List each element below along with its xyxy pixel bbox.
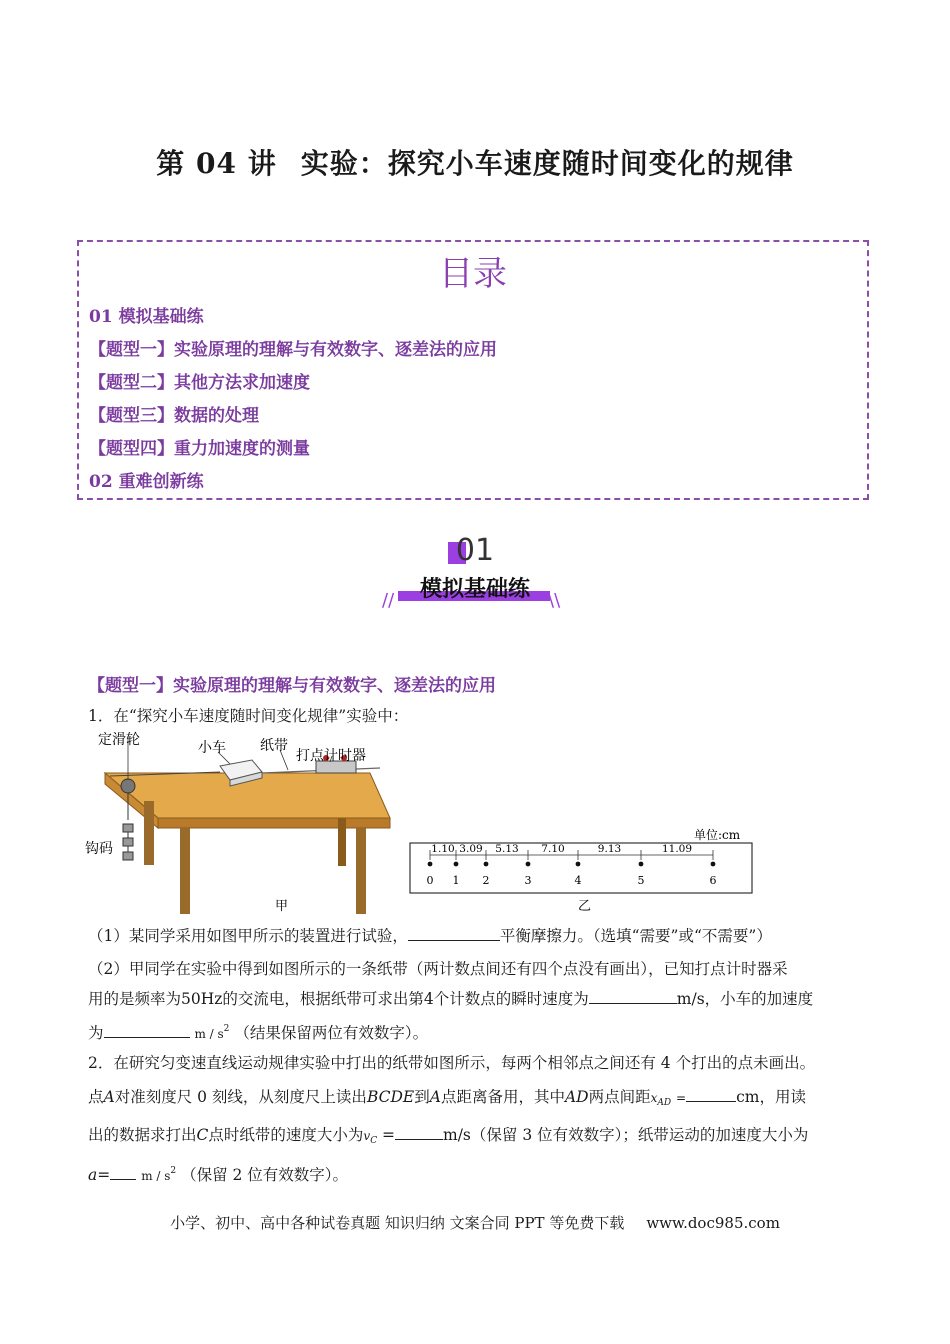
- answer-blank[interactable]: [104, 1037, 190, 1038]
- question-1-part-2: （2）甲同学在实验中得到如图所示的一条纸带（两计数点间还有四个点没有画出），已知打点计时器采: [88, 960, 788, 978]
- tape-dot: [576, 862, 581, 867]
- answer-blank[interactable]: [395, 1139, 443, 1140]
- right-slash-decoration: \\: [548, 590, 561, 610]
- tape-dot: [454, 862, 459, 867]
- question-2-line-2: 点A对准刻度尺 0 刻线，从刻度尺上读出BCDE到A点距离备用，其中AD两点间距$x_{AD}$ = cm，用读: [88, 1088, 806, 1108]
- badge-number: 01: [455, 533, 495, 568]
- answer-blank[interactable]: [589, 1003, 677, 1004]
- tape-segment-label: 7.10: [541, 843, 565, 855]
- toc-item[interactable]: 01 模拟基础练: [89, 307, 204, 327]
- tape-point-label: 3: [524, 874, 532, 887]
- experiment-figure: [80, 728, 760, 918]
- question-1-stem: 1．在“探究小车速度随时间变化规律”实验中：: [88, 707, 409, 725]
- toc-item[interactable]: 【题型四】重力加速度的测量: [89, 439, 310, 459]
- tape-point-label: 5: [637, 874, 645, 887]
- paper-tape-diagram: [410, 843, 752, 893]
- tape-unit: 单位:cm: [694, 828, 741, 842]
- answer-blank[interactable]: [408, 940, 500, 941]
- lecture-topic: 实验：探究小车速度随时间变化的规律: [300, 147, 794, 180]
- tape-dot: [711, 862, 716, 867]
- tape-segment-label: 5.13: [495, 843, 519, 855]
- answer-blank[interactable]: [686, 1101, 736, 1102]
- toc-heading: 目录: [439, 254, 507, 294]
- question-1-part-2-end: 为 m / $s^2$ （结果保留两位有效数字）。: [88, 1024, 429, 1042]
- question-1-part-1: （1）某同学采用如图甲所示的装置进行试验， 平衡摩擦力。（选填“需要”或“不需要”）: [88, 927, 772, 945]
- label-tape: 纸带: [260, 738, 288, 754]
- tape-segment-label: 9.13: [597, 843, 622, 855]
- tape-point-label: 0: [426, 874, 434, 887]
- tape-dot: [526, 862, 531, 867]
- footer-text: 小学、初中、高中各种试卷真题 知识归纳 文案合同 PPT 等免费下载: [170, 1214, 625, 1232]
- caption-a: 甲: [275, 899, 289, 914]
- left-slash-decoration: //: [382, 590, 395, 610]
- label-pulley: 定滑轮: [98, 732, 140, 748]
- lecture-number: 第 04 讲: [156, 147, 277, 180]
- toc-item[interactable]: 【题型二】其他方法求加速度: [89, 373, 310, 393]
- tape-dot: [484, 862, 489, 867]
- tape-segment-label: 1.10: [431, 843, 455, 855]
- caption-b: 乙: [578, 899, 592, 914]
- toc-item[interactable]: 【题型三】数据的处理: [89, 406, 259, 426]
- toc-item[interactable]: 02 重难创新练: [89, 472, 204, 492]
- label-cart: 小车: [198, 740, 226, 756]
- page-title: [0, 142, 950, 182]
- question-1-part-2-cont: 用的是频率为50Hz的交流电，根据纸带可求出第4个计数点的瞬时速度为 m/s，小车的加速度: [88, 990, 814, 1008]
- table-of-contents: [77, 240, 869, 500]
- tape-segment-label: 11.09: [661, 843, 693, 855]
- label-timer: 打点计时器: [296, 748, 366, 764]
- badge-label: 模拟基础练: [419, 577, 531, 602]
- question-2-line-3: 出的数据求打出C点时纸带的速度大小为$v_C = m/s$（保留 3 位有效数字）；纸带运动的加速度大小为: [88, 1126, 809, 1146]
- question-2-line-4: $a= m / s^2$ （保留 2 位有效数字）。: [88, 1166, 349, 1184]
- tape-point-label: 4: [574, 874, 582, 887]
- footer-link[interactable]: www.doc985.com: [646, 1214, 780, 1232]
- tape-point-label: 6: [709, 874, 717, 887]
- tape-point-label: 2: [482, 874, 490, 887]
- answer-blank[interactable]: [110, 1179, 136, 1180]
- tape-dot: [428, 862, 433, 867]
- tape-segment-label: 3.09: [459, 843, 483, 855]
- toc-item[interactable]: 【题型一】实验原理的理解与有效数字、逐差法的应用: [89, 340, 497, 360]
- question-2-line-1: 2．在研究匀变速直线运动规律实验中打出的纸带如图所示，每两个相邻点之间还有 4 个打出的点未画出。: [88, 1054, 816, 1072]
- label-weight: 钩码: [85, 841, 113, 857]
- section-heading: 【题型一】实验原理的理解与有效数字、逐差法的应用: [88, 676, 496, 696]
- tape-point-label: 1: [452, 874, 460, 887]
- page-footer: [0, 1212, 950, 1233]
- section-badge: [380, 530, 570, 610]
- tape-dot: [639, 862, 644, 867]
